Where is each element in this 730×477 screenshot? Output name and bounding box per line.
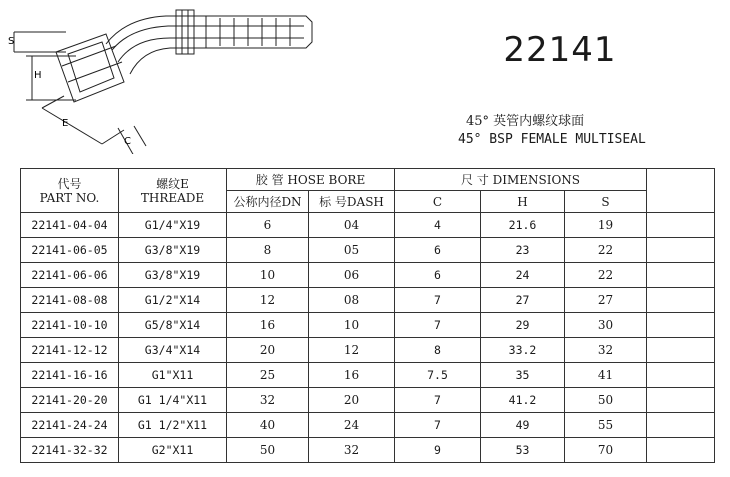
part-no-cell: 22141-24-24 bbox=[21, 413, 119, 438]
s-cell: 30 bbox=[565, 313, 647, 338]
dim-label-h: H bbox=[34, 70, 42, 81]
header-thread-cn: 螺纹E bbox=[156, 176, 189, 191]
dn-cell: 16 bbox=[227, 313, 309, 338]
blank-cell bbox=[647, 313, 715, 338]
model-number: 22141 bbox=[503, 30, 617, 70]
table-row bbox=[21, 438, 715, 463]
h-cell: 23 bbox=[481, 238, 565, 263]
s-cell: 19 bbox=[565, 213, 647, 238]
s-cell: 32 bbox=[565, 338, 647, 363]
blank-cell bbox=[647, 413, 715, 438]
dash-cell: 20 bbox=[309, 388, 395, 413]
table-row bbox=[21, 313, 715, 338]
title-english: 45° BSP FEMALE MULTISEAL bbox=[458, 132, 646, 147]
dash-cell: 06 bbox=[309, 263, 395, 288]
dn-cell: 8 bbox=[227, 238, 309, 263]
table-row bbox=[21, 413, 715, 438]
c-cell: 7 bbox=[395, 388, 481, 413]
blank-cell bbox=[647, 263, 715, 288]
thread-cell: G1/4"X19 bbox=[119, 213, 227, 238]
h-cell: 41.2 bbox=[481, 388, 565, 413]
dash-cell: 04 bbox=[309, 213, 395, 238]
h-cell: 53 bbox=[481, 438, 565, 463]
dash-cell: 10 bbox=[309, 313, 395, 338]
header-dimensions: 尺 寸 DIMENSIONS bbox=[395, 169, 647, 191]
header-blank bbox=[647, 169, 715, 213]
part-no-cell: 22141-10-10 bbox=[21, 313, 119, 338]
thread-cell: G5/8"X14 bbox=[119, 313, 227, 338]
s-cell: 27 bbox=[565, 288, 647, 313]
fitting-drawing bbox=[6, 4, 322, 154]
header-h: H bbox=[481, 191, 565, 213]
specification-table bbox=[20, 168, 715, 463]
dim-label-e: E bbox=[62, 118, 69, 129]
dash-cell: 05 bbox=[309, 238, 395, 263]
s-cell: 50 bbox=[565, 388, 647, 413]
header-part-no-en: PART NO. bbox=[39, 190, 100, 205]
header-part-no-cn: 代号 bbox=[57, 176, 82, 191]
dn-cell: 10 bbox=[227, 263, 309, 288]
blank-cell bbox=[647, 438, 715, 463]
table-row bbox=[21, 388, 715, 413]
thread-cell: G3/4"X14 bbox=[119, 338, 227, 363]
part-no-cell: 22141-16-16 bbox=[21, 363, 119, 388]
part-no-cell: 22141-20-20 bbox=[21, 388, 119, 413]
dash-cell: 08 bbox=[309, 288, 395, 313]
c-cell: 7 bbox=[395, 313, 481, 338]
header-thread-en: THREADE bbox=[140, 190, 205, 205]
header-s: S bbox=[565, 191, 647, 213]
dash-cell: 24 bbox=[309, 413, 395, 438]
dash-cell: 16 bbox=[309, 363, 395, 388]
thread-cell: G1/2"X14 bbox=[119, 288, 227, 313]
thread-cell: G1"X11 bbox=[119, 363, 227, 388]
part-no-cell: 22141-08-08 bbox=[21, 288, 119, 313]
dn-cell: 12 bbox=[227, 288, 309, 313]
c-cell: 4 bbox=[395, 213, 481, 238]
h-cell: 35 bbox=[481, 363, 565, 388]
dim-label-s: S bbox=[8, 36, 15, 47]
table-row bbox=[21, 263, 715, 288]
thread-cell: G3/8"X19 bbox=[119, 263, 227, 288]
title-chinese: 45° 英管内螺纹球面 bbox=[466, 114, 585, 129]
h-cell: 29 bbox=[481, 313, 565, 338]
c-cell: 7 bbox=[395, 413, 481, 438]
dn-cell: 32 bbox=[227, 388, 309, 413]
c-cell: 6 bbox=[395, 263, 481, 288]
blank-cell bbox=[647, 338, 715, 363]
s-cell: 22 bbox=[565, 238, 647, 263]
h-cell: 21.6 bbox=[481, 213, 565, 238]
part-no-cell: 22141-06-06 bbox=[21, 263, 119, 288]
part-no-cell: 22141-04-04 bbox=[21, 213, 119, 238]
thread-cell: G1 1/2"X11 bbox=[119, 413, 227, 438]
c-cell: 7.5 bbox=[395, 363, 481, 388]
c-cell: 8 bbox=[395, 338, 481, 363]
table-row bbox=[21, 288, 715, 313]
part-no-cell: 22141-06-05 bbox=[21, 238, 119, 263]
h-cell: 24 bbox=[481, 263, 565, 288]
part-no-cell: 22141-32-32 bbox=[21, 438, 119, 463]
header-part-no bbox=[21, 169, 119, 213]
dn-cell: 25 bbox=[227, 363, 309, 388]
s-cell: 70 bbox=[565, 438, 647, 463]
thread-cell: G1 1/4"X11 bbox=[119, 388, 227, 413]
header-hose-bore: 胶 管 HOSE BORE bbox=[227, 169, 395, 191]
dn-cell: 6 bbox=[227, 213, 309, 238]
s-cell: 22 bbox=[565, 263, 647, 288]
blank-cell bbox=[647, 288, 715, 313]
blank-cell bbox=[647, 213, 715, 238]
dn-cell: 50 bbox=[227, 438, 309, 463]
c-cell: 6 bbox=[395, 238, 481, 263]
part-no-cell: 22141-12-12 bbox=[21, 338, 119, 363]
s-cell: 55 bbox=[565, 413, 647, 438]
table-row bbox=[21, 363, 715, 388]
h-cell: 49 bbox=[481, 413, 565, 438]
dn-cell: 20 bbox=[227, 338, 309, 363]
table-row bbox=[21, 238, 715, 263]
dash-cell: 12 bbox=[309, 338, 395, 363]
header-dn: 公称内径DN bbox=[227, 191, 309, 213]
thread-cell: G3/8"X19 bbox=[119, 238, 227, 263]
dim-label-c: C bbox=[124, 136, 131, 147]
table-row bbox=[21, 338, 715, 363]
c-cell: 9 bbox=[395, 438, 481, 463]
c-cell: 7 bbox=[395, 288, 481, 313]
blank-cell bbox=[647, 388, 715, 413]
dash-cell: 32 bbox=[309, 438, 395, 463]
dn-cell: 40 bbox=[227, 413, 309, 438]
h-cell: 33.2 bbox=[481, 338, 565, 363]
s-cell: 41 bbox=[565, 363, 647, 388]
blank-cell bbox=[647, 238, 715, 263]
header-c: C bbox=[395, 191, 481, 213]
header-dash: 标 号DASH bbox=[309, 191, 395, 213]
table-row bbox=[21, 213, 715, 238]
thread-cell: G2"X11 bbox=[119, 438, 227, 463]
blank-cell bbox=[647, 363, 715, 388]
header-thread bbox=[119, 169, 227, 213]
h-cell: 27 bbox=[481, 288, 565, 313]
